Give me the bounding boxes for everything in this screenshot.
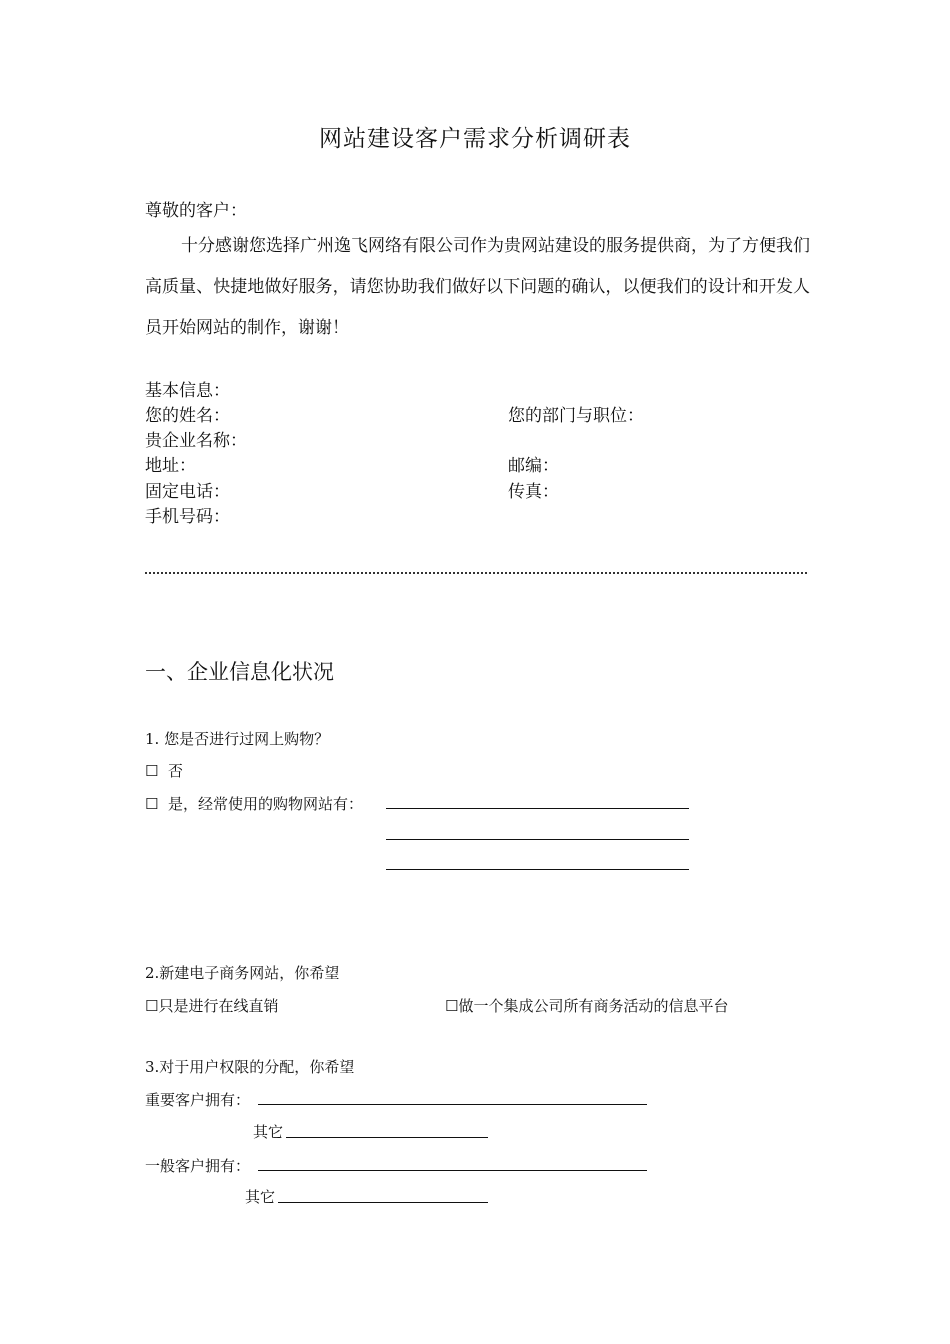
q1-answer-line-1[interactable] — [386, 808, 689, 809]
other-answer-line-1[interactable] — [286, 1137, 488, 1138]
checkbox-icon[interactable]: ☐ — [145, 762, 159, 780]
q2-option-a[interactable] — [145, 995, 278, 1016]
intro-paragraph: 十分感谢您选择广州逸飞网络有限公司作为贵网站建设的服务提供商，为了方便我们高质量、快捷地做好服务，请您协助我们做好以下问题的确认，以便我们的设计和开发人员开始网站的制作，谢谢！ — [145, 236, 810, 338]
q2-text: 2.新建电子商务网站，你希望 — [145, 964, 340, 982]
postcode-label: 邮编： — [508, 456, 559, 476]
mobile-label: 手机号码： — [145, 507, 230, 527]
greeting: 尊敬的客户： — [145, 201, 247, 221]
vip-label: 重要客户拥有： — [145, 1091, 251, 1109]
q1-option-no[interactable] — [145, 760, 183, 781]
q1-answer-line-2[interactable] — [386, 839, 689, 840]
other-label-1: 其它 — [253, 1123, 284, 1141]
address-label: 地址： — [145, 456, 196, 476]
other-label-2: 其它 — [245, 1188, 276, 1206]
company-label: 贵企业名称： — [145, 431, 247, 451]
dotted-divider — [145, 572, 807, 574]
checkbox-icon[interactable]: ☐ — [445, 997, 459, 1015]
q1-option-yes-label: 是，经常使用的购物网站有： — [168, 795, 364, 813]
q1-answer-line-3[interactable] — [386, 869, 689, 870]
q3-text: 3.对于用户权限的分配，你希望 — [145, 1058, 355, 1076]
q2-option-b-label: 做一个集成公司所有商务活动的信息平台 — [458, 997, 729, 1015]
normal-label: 一般客户拥有： — [145, 1157, 251, 1175]
checkbox-icon[interactable]: ☐ — [145, 997, 159, 1015]
section1-heading: 一、企业信息化状况 — [145, 660, 334, 684]
name-label: 您的姓名： — [145, 406, 230, 426]
q2-option-a-label: 只是进行在线直销 — [158, 997, 279, 1015]
q1-option-no-label: 否 — [168, 762, 184, 780]
dept-label: 您的部门与职位： — [508, 406, 644, 426]
vip-answer-line[interactable] — [258, 1104, 647, 1105]
checkbox-icon[interactable]: ☐ — [145, 795, 159, 813]
q2-option-b[interactable] — [445, 995, 728, 1016]
page-title: 网站建设客户需求分析调研表 — [319, 126, 631, 152]
q1-option-yes[interactable] — [145, 793, 363, 814]
other-answer-line-2[interactable] — [278, 1202, 488, 1203]
normal-answer-line[interactable] — [258, 1170, 647, 1171]
basic-info-heading: 基本信息： — [145, 381, 230, 401]
phone-label: 固定电话： — [145, 482, 230, 502]
fax-label: 传真： — [508, 482, 559, 502]
q1-text: 1. 您是否进行过网上购物？ — [145, 730, 330, 748]
